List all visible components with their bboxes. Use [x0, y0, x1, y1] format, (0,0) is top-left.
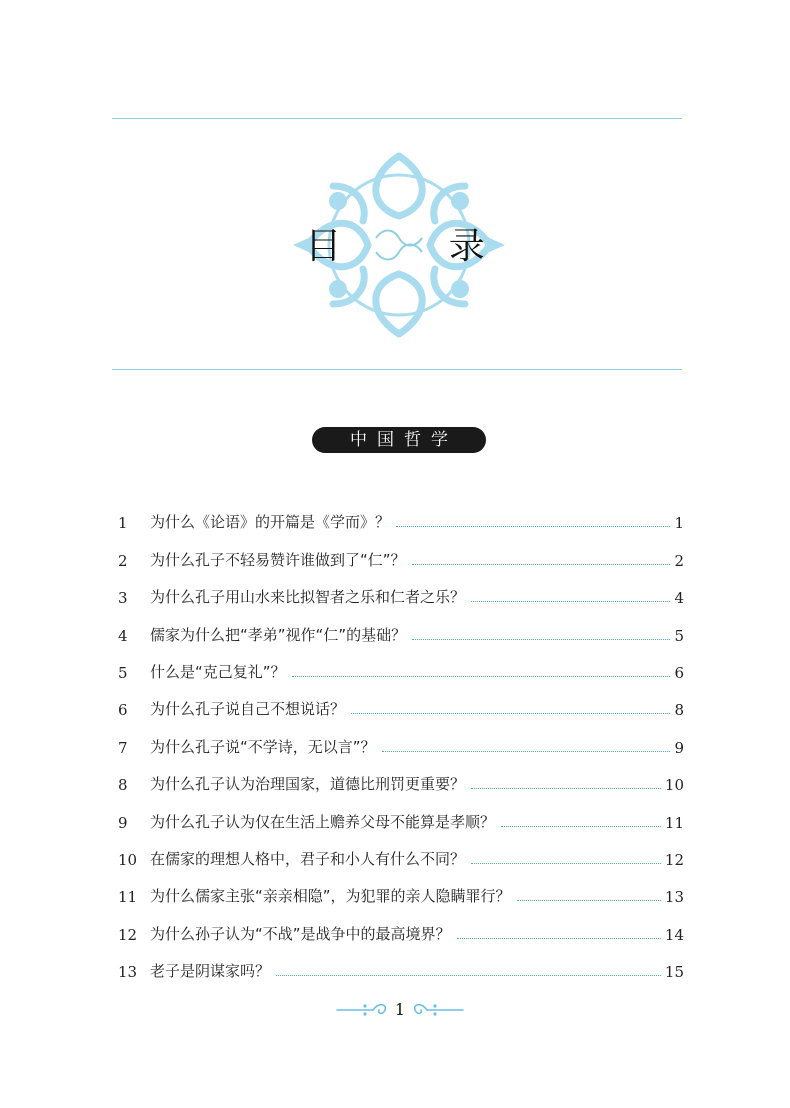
toc-page: 9	[674, 738, 684, 757]
toc-number: 10	[118, 850, 138, 869]
dot-leader	[517, 900, 661, 901]
dot-leader	[351, 713, 670, 714]
toc-page: 14	[664, 925, 684, 944]
toc-page: 13	[664, 888, 684, 907]
toc-page: 1	[674, 514, 684, 533]
toc-entry[interactable]	[112, 794, 684, 831]
dot-leader	[292, 676, 670, 677]
toc-page: 8	[674, 701, 684, 720]
toc-entry[interactable]	[112, 906, 684, 943]
page-number: 1	[394, 1000, 406, 1019]
section-heading: 中国哲学	[312, 427, 486, 453]
bottom-rule	[112, 369, 682, 370]
top-rule	[112, 118, 682, 119]
dot-leader	[471, 601, 670, 602]
toc-number: 4	[118, 626, 128, 645]
dot-leader	[501, 826, 661, 827]
toc-number: 7	[118, 738, 128, 757]
dot-leader	[471, 788, 661, 789]
toc-title: 为什么孔子说“不学诗，无以言”？	[150, 737, 376, 756]
toc-entry[interactable]	[112, 645, 684, 682]
dot-leader	[412, 639, 670, 640]
toc-title: 为什么儒家主张“亲亲相隐”，为犯罪的亲人隐瞒罪行？	[150, 887, 511, 906]
dot-leader	[396, 526, 670, 527]
page-title: 目 录	[305, 226, 533, 267]
toc-page: 4	[674, 589, 684, 608]
toc-entry[interactable]	[112, 607, 684, 644]
toc-entry[interactable]	[112, 570, 684, 607]
dot-leader	[412, 564, 670, 565]
toc-page: 5	[674, 626, 684, 645]
toc-title: 什么是“克己复礼”？	[150, 662, 286, 681]
toc-entry[interactable]	[112, 757, 684, 794]
toc-title: 为什么孔子不轻易赞许谁做到了“仁”？	[150, 550, 406, 569]
toc-title: 为什么孔子用山水来比拟智者之乐和仁者之乐？	[150, 588, 466, 607]
toc-number: 8	[118, 776, 128, 795]
toc-title: 儒家为什么把“孝弟”视作“仁”的基础？	[150, 625, 407, 644]
toc-title: 在儒家的理想人格中，君子和小人有什么不同？	[150, 849, 466, 868]
toc-title: 为什么孙子认为“不战”是战争中的最高境界？	[150, 924, 451, 943]
toc-number: 6	[118, 701, 128, 720]
toc-entry[interactable]	[112, 832, 684, 869]
toc-title: 为什么《论语》的开篇是《学而》？	[150, 513, 391, 532]
toc-number: 11	[118, 888, 138, 907]
page-footer	[335, 998, 465, 1022]
toc-entry[interactable]	[112, 719, 684, 756]
dot-leader	[471, 863, 661, 864]
toc-entry[interactable]	[112, 532, 684, 569]
toc-title: 为什么孔子认为治理国家，道德比刑罚更重要？	[150, 775, 466, 794]
toc-entry[interactable]	[112, 944, 684, 981]
toc-number: 3	[118, 589, 128, 608]
toc-title: 老子是阴谋家吗？	[150, 962, 271, 981]
toc-number: 5	[118, 663, 128, 682]
toc-title: 为什么孔子说自己不想说话？	[150, 700, 346, 719]
toc-page: 12	[664, 850, 684, 869]
toc-entry[interactable]	[112, 869, 684, 906]
toc-title: 为什么孔子认为仅在生活上赡养父母不能算是孝顺？	[150, 812, 496, 831]
toc-page: 2	[674, 551, 684, 570]
toc-number: 2	[118, 551, 128, 570]
toc-number: 13	[118, 963, 138, 982]
table-of-contents	[112, 495, 684, 981]
toc-number: 12	[118, 925, 138, 944]
toc-page: 6	[674, 663, 684, 682]
dot-leader	[457, 938, 661, 939]
toc-entry[interactable]	[112, 495, 684, 532]
toc-page: 15	[664, 963, 684, 982]
toc-number: 9	[118, 813, 128, 832]
dot-leader	[276, 975, 661, 976]
toc-page: 11	[664, 813, 684, 832]
toc-page: 10	[664, 776, 684, 795]
toc-entry[interactable]	[112, 682, 684, 719]
toc-number: 1	[118, 514, 128, 533]
dot-leader	[382, 751, 670, 752]
